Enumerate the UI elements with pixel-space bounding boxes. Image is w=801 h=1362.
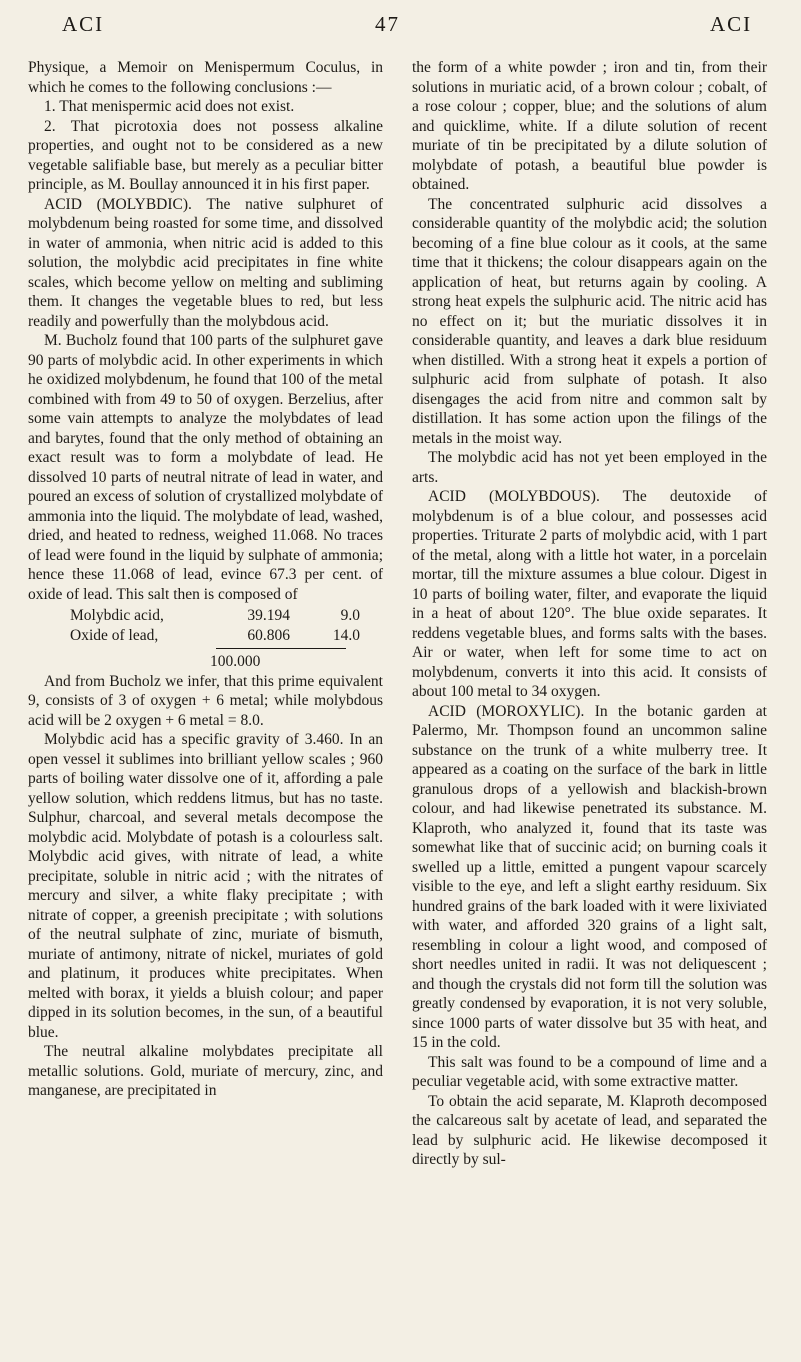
paragraph: And from Bucholz we infer, that this prime equivalent 9, consists of 3 of oxygen + 6 metal; while molybdous acid will be 2 oxygen + 6 metal = 8.0.: [28, 672, 383, 729]
paragraph: Physique, a Memoir on Menispermum Coculus, in which he comes to the following conclusions :—: [28, 59, 383, 96]
header-right: ACI: [710, 12, 753, 36]
table-row: [58, 626, 383, 646]
paragraph: Molybdic acid has a specific gravity of 3.460. In an open vessel it sublimes into brilliant yellow scales ; 960 parts of boiling water dissolve one of it, affording a pale yellow solution, which reddens litmus, but has no taste. Sulphur, charcoal, and several metals decompose the molybdic acid. Molybdate of potash is a colourless salt. Molybdic acid gives, with nitrate of lead, a white precipitate, soluble in nitric acid ; with the nitrates of mercury and silver, a white flaky precipitate ; with nitrate of copper, a greenish precipitate ; with solutions of the neutral sulphate of zinc, muriate of bismuth, muriate of antimony, nitrate of nickel, muriates of gold and platinum, it produces white precipitates. When melted with borax, it yields a bluish colour; and paper dipped in its solution becomes, in the sun, of a beautiful blue.: [28, 731, 383, 1041]
paragraph: The molybdic acid has not yet been employed in the arts.: [412, 449, 767, 486]
left-column: [28, 58, 383, 1101]
header-left: ACI: [62, 12, 105, 36]
paragraph: the form of a white powder ; iron and tin, from their solutions in muriatic acid, of a brown colour ; cobalt, of a rose colour ; copper, blue; and the solutions of alum and quicklime, white. If a dilute solution of recent muriate of tin be precipitated by a dilute solution of molybdate of potash, a beautiful blue powder is obtained.: [412, 59, 767, 193]
paragraph: To obtain the acid separate, M. Klaproth decomposed the calcareous salt by acetate of lead, and separated the lead by sulphuric acid. He likewise decomposed it directly by sul-: [412, 1092, 767, 1168]
table-row: [58, 606, 383, 626]
paragraph: The neutral alkaline molybdates precipitate all metallic solutions. Gold, muriate of mercury, zinc, and manganese, are precipitated in: [28, 1043, 383, 1099]
paragraph: 1. That menispermic acid does not exist.: [44, 98, 295, 115]
table-total: 100.000: [210, 653, 261, 670]
table-cell-value: 39.194: [247, 607, 290, 624]
right-column: [412, 58, 767, 1170]
table-cell-name: Molybdic acid,: [70, 607, 164, 624]
table-cell-value: 9.0: [340, 607, 360, 624]
table-cell-value: 60.806: [247, 626, 290, 644]
paragraph: ACID (MOLYBDIC). The native sulphuret of molybdenum being roasted for some time, and dissolved in water of ammonia, when nitric acid is added to this solution, the molybdic acid precipitates in fine white scales, which become yellow on melting and subliming them. It changes the vegetable blues to red, but less readily and powerfully than the molybdous acid.: [28, 195, 383, 330]
table-rule: [216, 648, 346, 649]
running-header: [0, 12, 801, 52]
table-cell-value: 14.0: [332, 626, 360, 644]
paragraph: The concentrated sulphuric acid dissolves a considerable quantity of the molybdic acid; the solution becoming of a fine blue colour as it cools, at the same time that it thickens; the colour disappears again on the application of heat, but returns again by cooling. A strong heat expels the sulphuric acid. The nitric acid has no effect on it; but the muriatic dissolves it in considerable quantity, and leaves a dark blue residuum when distilled. With a strong heat it expels a portion of sulphuric acid from sulphate of potash. It also disengages the acid from nitre and common salt by distillation. It has some action upon the filings of the metals in the moist way.: [412, 195, 767, 447]
paragraph: 2. That picrotoxia does not possess alkaline properties, and ought not to be considered as a new vegetable salifiable base, but merely as a peculiar bitter principle, as M. Boullay announced it in his first paper.: [28, 117, 383, 193]
page-number: 47: [375, 12, 400, 36]
paragraph: M. Bucholz found that 100 parts of the sulphuret gave 90 parts of molybdic acid. In other experiments in which he oxidized molybdenum, he found that 100 of the metal combined with from 49 to 50 of oxygen. Berzelius, after some vain attempts to analyze the molybdates of lead and barytes, found that the only method of obtaining an exact result was to form a molybdate of lead. He dissolved 10 parts of neutral nitrate of lead in water, and poured an excess of solution of crystallized molybdate of ammonia into the liquid. The molybdate of lead, washed, dried, and heated to redness, weighed 11.068. No traces of lead were found in the liquid by sulphate of ammonia; hence these 11.068 of lead, evince 67.3 per cent. of oxide of lead. This salt then is composed of: [28, 332, 383, 603]
paragraph: This salt was found to be a compound of lime and a peculiar vegetable acid, with some extractive matter.: [412, 1053, 767, 1090]
composition-table: [58, 606, 383, 672]
table-cell-name: Oxide of lead,: [70, 626, 159, 644]
paragraph: ACID (MOROXYLIC). In the botanic garden at Palermo, Mr. Thompson found an uncommon saline substance on the trunk of a white mulberry tree. It appeared as a coating on the surface of the bark in little granulous drops of a yellowish and blackish-brown colour, and had likewise penetrated its substance. M. Klaproth, who analyzed it, found that its taste was somewhat like that of succinic acid; on burning coals it swelled up a little, emitted a pungent vapour scarcely visible to the eye, and left a slight earthy residuum. Six hundred grains of the bark loaded with it were lixiviated with water, and afforded 320 grains of a light salt, resembling in colour a light wood, and composed of short needles united in radii. It was not deliquescent ; and though the crystals did not form till the solution was greatly condensed by evaporation, it is not very soluble, since 1000 parts of water dissolve but 35 with heat, and 15 in the cold.: [412, 702, 767, 1051]
paragraph: ACID (MOLYBDOUS). The deutoxide of molybdenum is of a blue colour, and possesses acid properties. Triturate 2 parts of molybdic acid, with 1 part of the metal, along with a little hot water, in a porcelain mortar, till the mixture assumes a blue colour. Digest in 10 parts of boiling water, filter, and evaporate the liquid in a heat of about 120°. The blue oxide separates. It reddens vegetable blues, and forms salts with the bases. Air or water, when left for some time to act on molybdenum, converts it into this acid. It consists of about 100 metal to 34 oxygen.: [412, 488, 767, 700]
